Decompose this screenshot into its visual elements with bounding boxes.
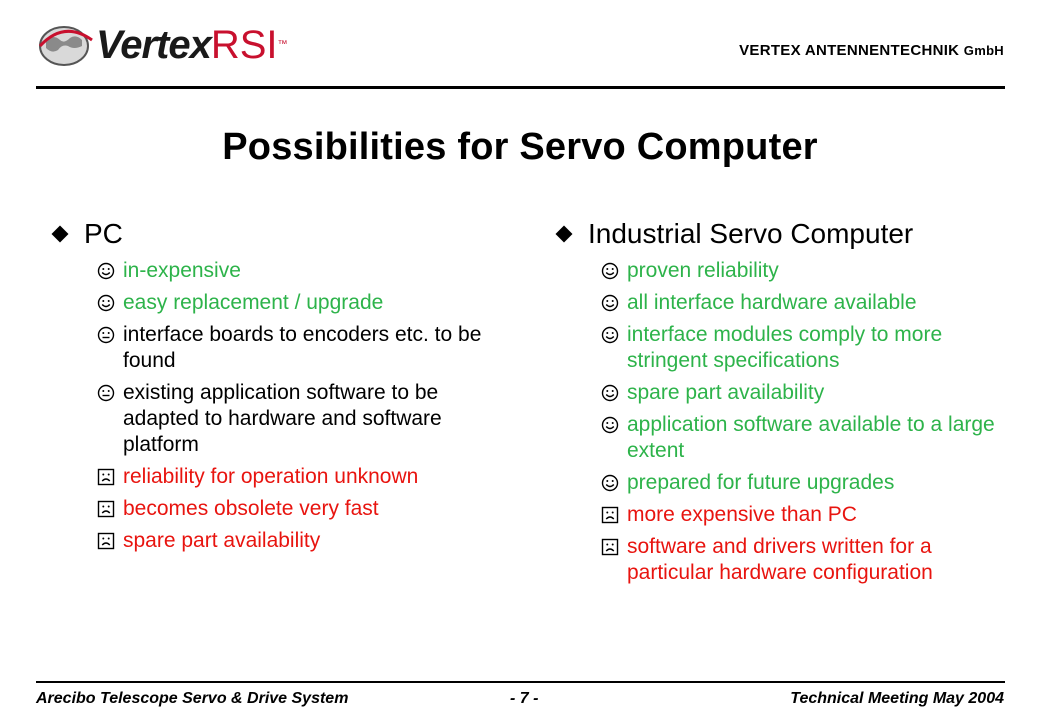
industrial-heading (552, 214, 1002, 254)
company-name (739, 42, 1004, 59)
page-number: - 7 - (510, 690, 539, 707)
footer-left: Arecibo Telescope Servo & Drive System (36, 690, 349, 707)
slide-title: Possibilities for Servo Computer (222, 126, 818, 168)
list-item-text: application software available to a large extent (627, 413, 995, 462)
list-item-text: spare part availability (123, 529, 321, 552)
list-item-text: existing application software to be adapted to hardware and software platform (123, 381, 442, 456)
list-item-text: spare part availability (627, 381, 825, 404)
list-item (601, 412, 1002, 464)
list-item-text: more expensive than PC (627, 503, 857, 526)
list-item (97, 380, 518, 458)
pc-list (48, 258, 518, 554)
list-item-text: prepared for future upgrades (627, 471, 895, 494)
list-item-text: interface boards to encoders etc. to be found (123, 323, 482, 372)
pc-column (48, 214, 518, 560)
list-item (97, 496, 518, 522)
list-item (601, 470, 1002, 496)
list-item (97, 258, 518, 284)
list-item (97, 464, 518, 490)
frowning-face-icon (601, 502, 627, 524)
frowning-face-icon (97, 464, 123, 486)
list-item-text: proven reliability (627, 259, 779, 282)
smiley-face-icon (601, 412, 627, 434)
list-item-text: all interface hardware available (627, 291, 917, 314)
pc-heading-text: PC (84, 218, 123, 249)
neutral-face-icon (97, 380, 123, 402)
smiley-face-icon (601, 380, 627, 402)
smiley-face-icon (97, 258, 123, 280)
industrial-list (552, 258, 1002, 586)
frowning-face-icon (97, 528, 123, 550)
list-item (601, 290, 1002, 316)
logo-tm: ™ (277, 39, 287, 50)
footer-divider (36, 681, 1005, 683)
list-item (97, 290, 518, 316)
logo-wordmark: VertexRSI™ (96, 23, 287, 67)
list-item-text: reliability for operation unknown (123, 465, 419, 488)
list-item-text: interface modules comply to more stringent specifications (627, 323, 943, 372)
frowning-face-icon (601, 534, 627, 556)
industrial-column (552, 214, 1002, 592)
list-item-text: easy replacement / upgrade (123, 291, 384, 314)
globe-icon (36, 22, 96, 68)
smiley-face-icon (601, 258, 627, 280)
industrial-heading-text: Industrial Servo Computer (588, 218, 914, 249)
logo-rsi: RSI (210, 23, 278, 67)
smiley-face-icon (601, 322, 627, 344)
frowning-face-icon (97, 496, 123, 518)
neutral-face-icon (97, 322, 123, 344)
list-item-text: becomes obsolete very fast (123, 497, 379, 520)
smiley-face-icon (97, 290, 123, 312)
list-item (601, 380, 1002, 406)
smiley-face-icon (601, 470, 627, 492)
list-item (601, 534, 1002, 586)
company-logo (36, 20, 296, 70)
diamond-bullet-icon (52, 226, 69, 243)
list-item (97, 322, 518, 374)
company-name-text: VERTEX ANTENNENTECHNIK (739, 42, 960, 59)
pc-heading (48, 214, 518, 254)
list-item (601, 258, 1002, 284)
header-divider (36, 86, 1005, 89)
diamond-bullet-icon (556, 226, 573, 243)
list-item (601, 502, 1002, 528)
list-item (601, 322, 1002, 374)
list-item-text: software and drivers written for a particular hardware configuration (627, 535, 933, 584)
list-item (97, 528, 518, 554)
company-suffix: GmbH (963, 43, 1004, 58)
footer-right: Technical Meeting May 2004 (790, 690, 1004, 707)
smiley-face-icon (601, 290, 627, 312)
list-item-text: in-expensive (123, 259, 241, 282)
